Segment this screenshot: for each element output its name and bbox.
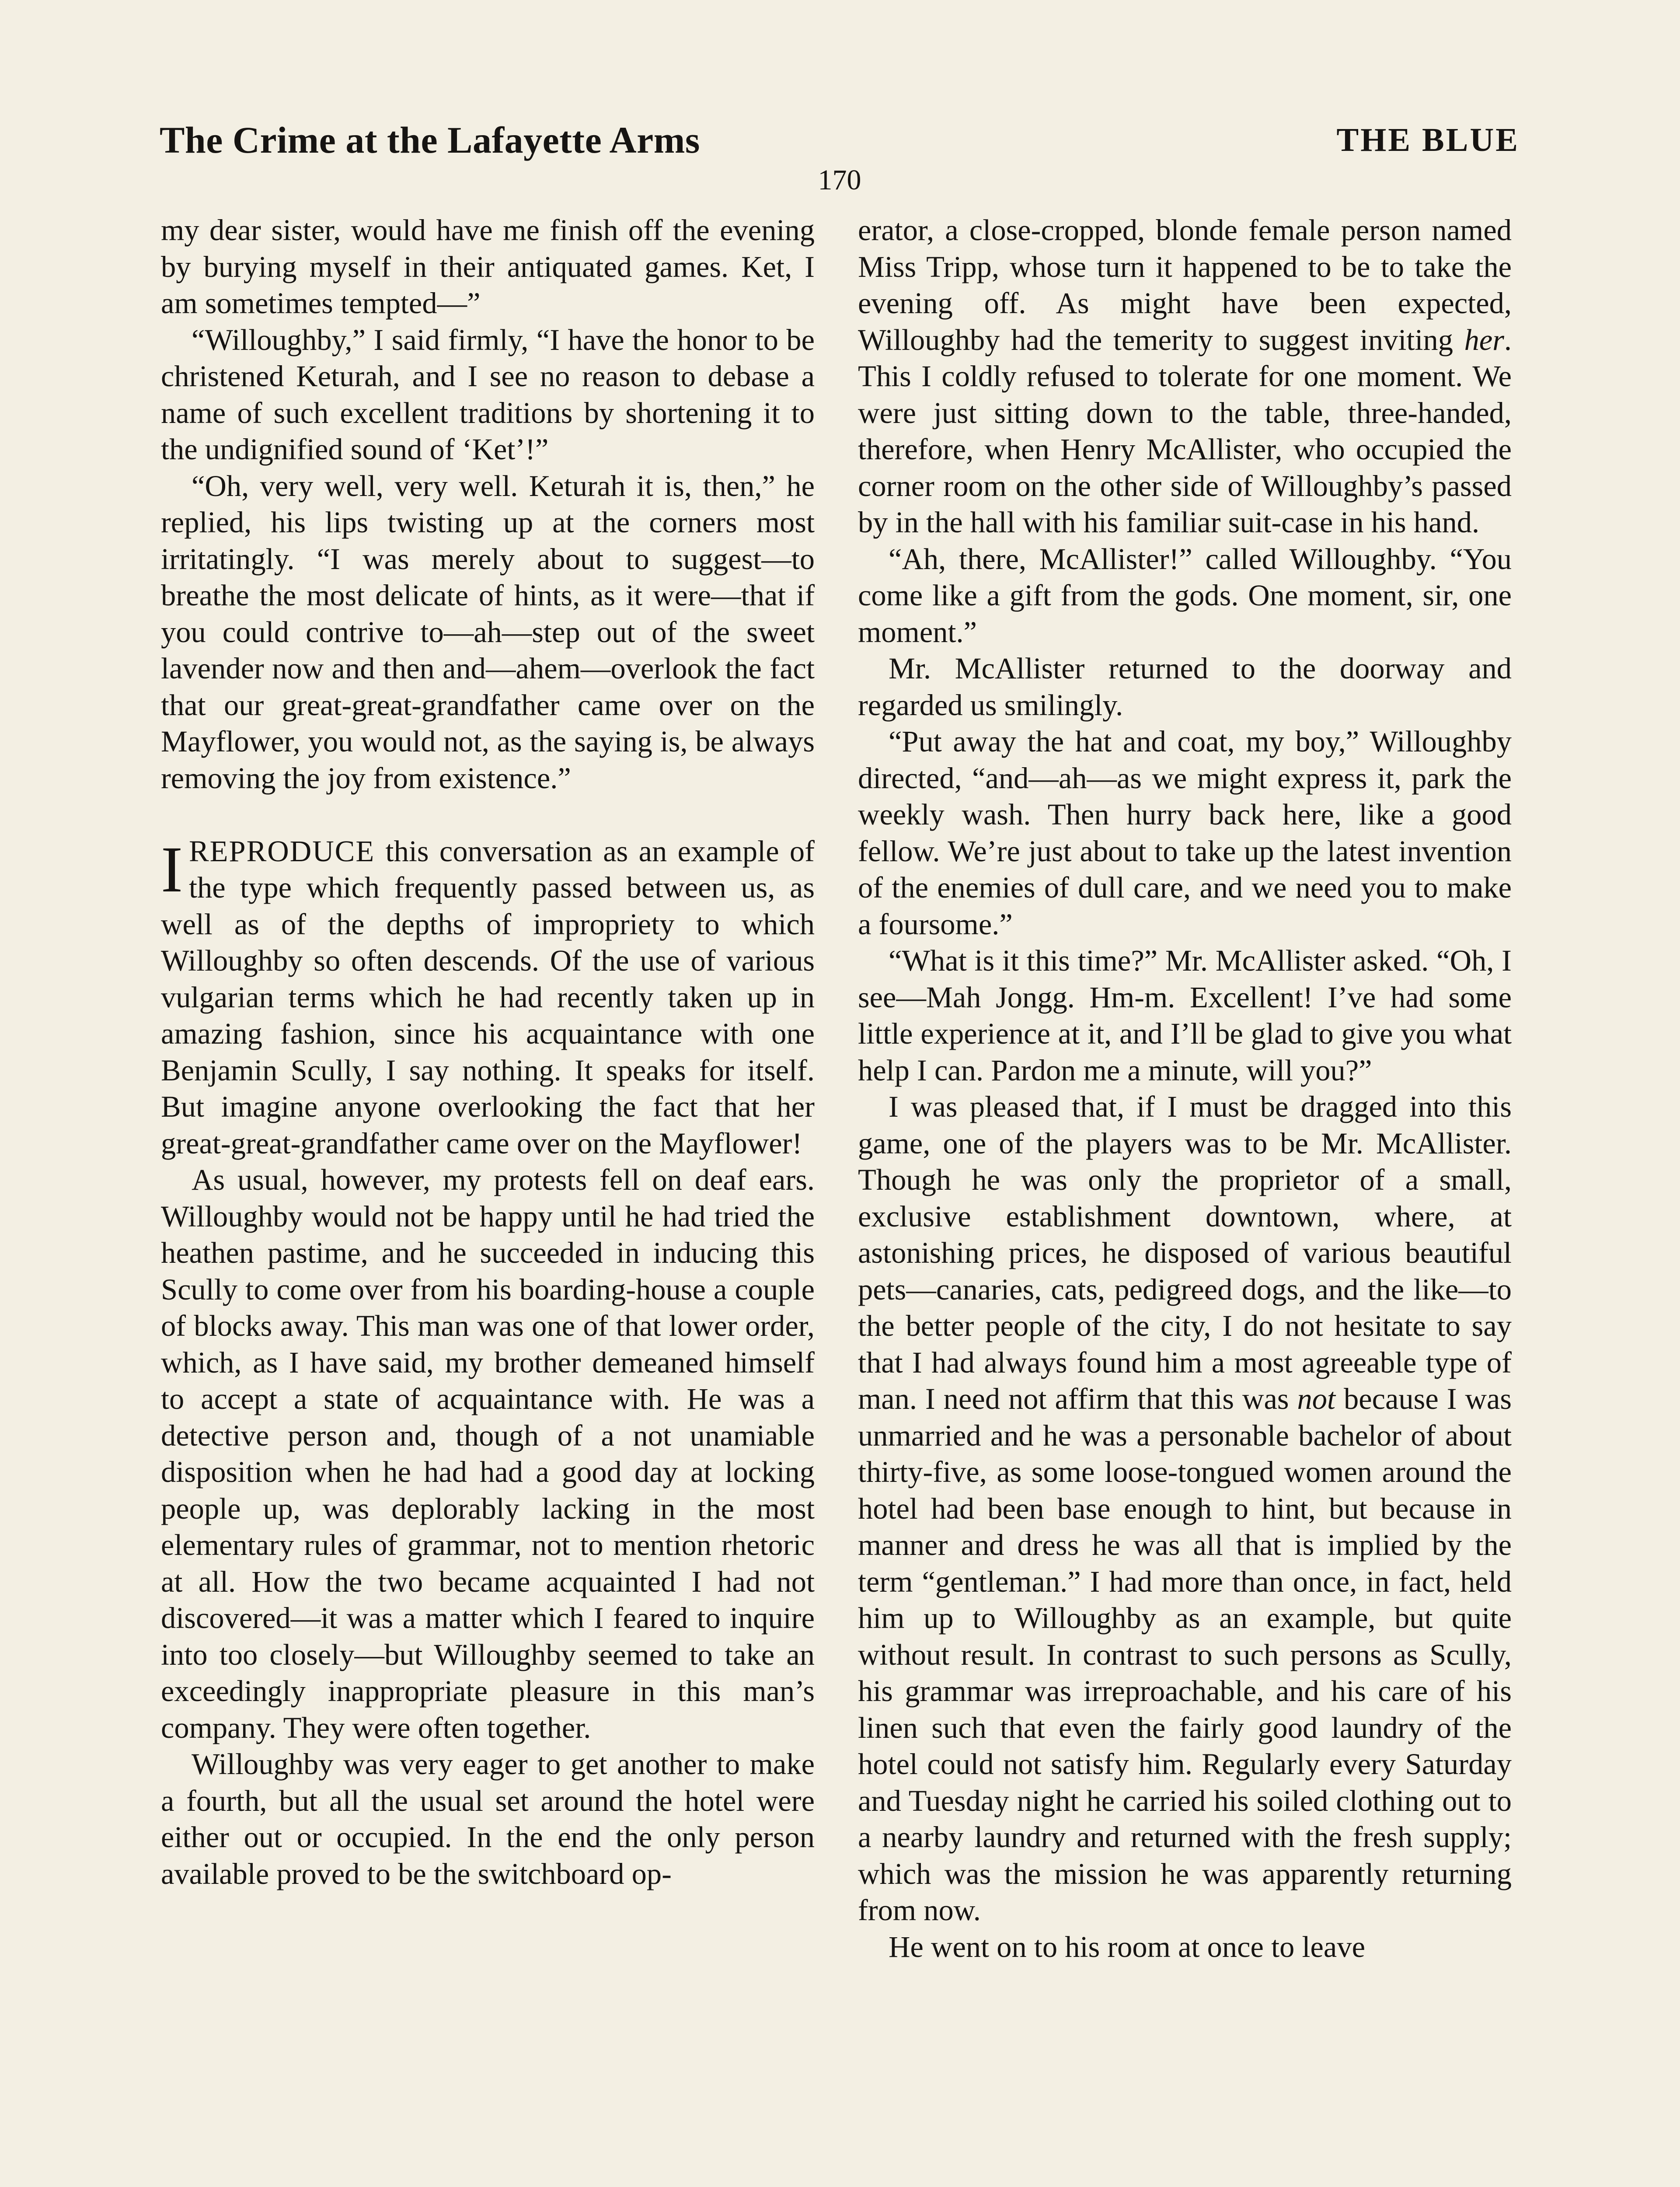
paragraph: Willoughby was very eager to get another to make a fourth, but all the usual set around the hotel were either out or occupied. In the end the only person available proved to be the switchboard op- [161,1747,815,1890]
paragraph: “Oh, very well, very well. Keturah it is, then,” he replied, his lips twisting up at the corners most irritatingly. “I was merely about to suggest—to breathe the most delicate of hints, as it were—that if you could contrive to—ah—step out of the sweet lavender now and then and—ahem—overlook the fact that our great-great-grandfather came over on the Mayflower, you would not, as the saying is, be always removing the joy from existence.” [161,469,815,795]
drop-cap: I [161,833,183,906]
left-column [161,212,815,1892]
page-number: 170 [818,164,861,196]
magazine-name: THE BLUE [1336,122,1520,158]
story-title: The Crime at the Lafayette Arms [160,119,700,161]
paragraph [858,1089,1512,1929]
small-caps-lead: REPRODUCE [188,834,375,868]
paragraph-text: because I was unmarried and he was a personable bachelor of about thirty-five, as some loose-tongued women around the hotel had been base enough to hint, but because in manner and dress he was all that is implied by the term “gentleman.” I had more than once, in fact, held him up to Willoughby as an example, but quite without result. In contrast to such persons as Scully, his grammar was irreproachable, and his care of his linen such that even the fairly good laundry of the hotel could not satisfy him. Regularly every Saturday and Tuesday night he carried his soiled clothing out to a nearby laundry and returned with the fresh supply; which was the mission he was apparently returning from now. [858,1382,1512,1927]
paragraph-text: I was pleased that, if I must be dragged into this game, one of the players was to be Mr. McAllister. Though he was only the proprietor of a small, exclusive establishment downtown, where, at astonishing prices, he disposed of various beautiful pets—canaries, cats, pedigreed dogs, and the like—to the better people of the city, I do not hesitate to say that I had always found him a most agreeable type of man. I need not affirm that this was [858,1090,1512,1415]
emphasis: not [1297,1382,1336,1415]
paragraph: “What is it this time?” Mr. McAllister asked. “Oh, I see—Mah Jongg. Hm-m. Excellent! I’ve had some little experience at it, and I’ll be glad to give you what help I can. Pardon me a minute, will you?” [858,944,1512,1087]
paragraph [858,212,1512,541]
paragraph: He went on to his room at once to leave [889,1930,1365,1963]
paragraph-text: . This I coldly refused to tolerate for one moment. We were just sitting down to the table, three-handed, therefore, when Henry McAllister, who occupied the corner room on the other side of Willoughby’s passed by in the hall with his familiar suit-case in his hand. [858,323,1512,539]
right-column [858,212,1512,1965]
paragraph: Mr. McAllister returned to the doorway and regarded us smilingly. [858,652,1512,722]
paragraph-text: erator, a close-cropped, blonde female person named Miss Tripp, whose turn it happened to be to take the evening off. As might have been expected, Willoughby had the temerity to suggest inviting [858,213,1512,356]
section-opening-paragraph [161,833,815,1162]
page-header [160,112,1520,168]
paragraph-text: this conversation as an example of the type which frequently passed between us, as well as of the depths of impropriety to which Willoughby so often descends. Of the use of various vulgarian terms which he had recently taken up in amazing fashion, since his acquaintance with one Benjamin Scully, I say nothing. It speaks for itself. But imagine anyone overlooking the fact that her great-great-grandfather came over on the Mayflower! [161,834,815,1160]
paragraph: my dear sister, would have me finish off the evening by burying myself in their antiquated games. Ket, I am sometimes tempted—” [161,213,815,320]
paragraph: “Ah, there, McAllister!” called Willoughby. “You come like a gift from the gods. One moment, sir, one moment.” [858,542,1512,649]
emphasis: her [1464,323,1504,356]
paragraph: “Willoughby,” I said firmly, “I have the honor to be christened Keturah, and I see no reason to debase a name of such excellent traditions by shortening it to the undignified sound of ‘Ket’!” [161,323,815,466]
paragraph: As usual, however, my protests fell on deaf ears. Willoughby would not be happy until he had tried the heathen pastime, and he succeeded in inducing this Scully to come over from his boarding-house a couple of blocks away. This man was one of that lower order, which, as I have said, my brother demeaned himself to accept a state of acquaintance with. He was a detective person and, though of a not unamiable disposition when he had had a good day at locking people up, was deplorably lacking in the most elementary rules of grammar, not to mention rhetoric at all. How the two became acquainted I had not discovered—it was a matter which I feared to inquire into too closely—but Willoughby seemed to take an exceedingly inappropriate pleasure in this man’s company. They were often together. [161,1163,815,1744]
paragraph: “Put away the hat and coat, my boy,” Willoughby directed, “and—ah—as we might express it, park the weekly wash. Then hurry back here, like a good fellow. We’re just about to take up the latest invention of the enemies of dull care, and we need you to make a foursome.” [858,725,1512,941]
